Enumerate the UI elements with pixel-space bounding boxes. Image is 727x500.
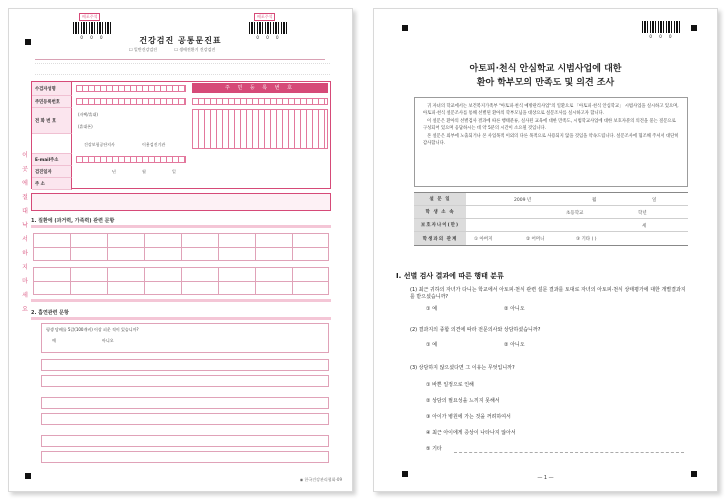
- relation-father[interactable]: ① 아버지: [474, 237, 493, 242]
- fineprint-block: [35, 63, 330, 75]
- info-key: 보호자나이(만): [414, 219, 466, 231]
- label-exam-date: 검진일자: [32, 166, 72, 178]
- phone-mobile-label: (휴대폰): [78, 124, 93, 129]
- question-3: (3) 상담하지 않으셨다면 그 이유는 무엇입니까?: [410, 365, 515, 371]
- info-row-relation: [414, 232, 688, 245]
- q3-option-3[interactable]: ③ 아이가 병원에 가는 것을 꺼려하여서: [426, 414, 511, 420]
- label-phone: 전 화 번 호: [32, 108, 72, 134]
- result-option-a[interactable]: 건강보험공단지사: [84, 142, 115, 147]
- section-bar: [31, 225, 331, 228]
- q2-option-yes[interactable]: ① 예: [426, 342, 437, 348]
- distribution-tag: 배포주석: [254, 13, 275, 21]
- barcode-icon: [642, 21, 682, 33]
- vertical-warning: 이 곳 에 절 대 낙 서 하 지 마 세 요: [22, 152, 28, 313]
- page-health-questionnaire: [8, 8, 353, 492]
- date-day: 일: [172, 169, 176, 174]
- q3-option-2[interactable]: ② 상담의 필요성을 느끼지 못해서: [426, 398, 500, 404]
- smoking-subq-box[interactable]: [41, 435, 329, 447]
- q3-option-4[interactable]: ④ 최근 아이에게 증상이 나타나지 않아서: [426, 430, 516, 436]
- disease-table[interactable]: [33, 233, 329, 261]
- registration-mark: [691, 25, 697, 31]
- form-footer: ◉ 한국건강관리협회-09: [299, 477, 342, 482]
- barcode: [642, 21, 682, 39]
- registration-mark: [25, 473, 31, 479]
- section-bar: [31, 299, 331, 302]
- date-month: 월: [142, 169, 146, 174]
- section-heading: Ⅰ. 선별 검사 결과에 따른 행태 분류: [396, 272, 504, 280]
- info-value[interactable]: 초등학교 학년: [566, 211, 647, 216]
- intro-box: [414, 97, 688, 187]
- section-bar: [31, 317, 331, 320]
- smoking-subq-box[interactable]: [41, 397, 329, 409]
- barcode-number: 0 0 0: [649, 34, 675, 39]
- jumin-input-cells[interactable]: [76, 98, 186, 105]
- divider: [35, 59, 325, 62]
- other-reason-line[interactable]: [454, 452, 684, 453]
- email-input-cells[interactable]: [76, 156, 186, 163]
- jumin-header: 주 민 등 록 번 호: [192, 83, 328, 93]
- personal-info-grid: [31, 81, 331, 189]
- smoking-subq-box[interactable]: [41, 413, 329, 425]
- barcode-icon: [73, 22, 113, 34]
- section-smoking: 2. 흡연관련 문항: [31, 310, 69, 316]
- section-past-history: 1. 질환에 (과거력, 가족력) 관련 문항: [31, 218, 115, 224]
- smoking-question-box: [41, 323, 329, 353]
- info-key: 학생과의 관계: [414, 232, 466, 245]
- intro-paragraph: 귀 자녀의 학교에서는 보건복지가족부 "아토피·천식 예방관리사업"의 일환으로 「아토피·천식 안심학교」 시범사업을 실시하고 있으며, 아토피·천식 설문조사를 통해 선별된 환아의 학부모님을 대상으로 설문조사를 실시하고자 합니다.: [423, 104, 679, 116]
- barcode-number: 0 0 0: [80, 35, 106, 40]
- info-value: [466, 232, 688, 245]
- info-row-guardian-age: [414, 219, 688, 232]
- smoking-subq-box[interactable]: [41, 451, 329, 463]
- jumin-input-cells[interactable]: [192, 98, 328, 105]
- page-atopy-survey: [373, 8, 718, 492]
- notice-box: [31, 193, 331, 211]
- label-blank: [32, 134, 72, 154]
- info-row-date: [414, 193, 688, 206]
- q1-option-yes[interactable]: ① 예: [426, 306, 437, 312]
- label-jumin: 주민등록번호: [32, 96, 72, 108]
- exam-type-lifecycle[interactable]: ☐ 생애전환기 건강검진: [174, 47, 216, 52]
- smoking-no[interactable]: 아니오: [102, 338, 114, 343]
- distribution-tag: 배포주석: [79, 13, 100, 21]
- question-1: (1) 최근 귀하의 자녀가 다니는 학교에서 아토피·천식 관련 설문 결과를 토대로 자녀의 아토피·천식 상태평가에 대한 개별결과지를 받으셨습니까?: [410, 287, 686, 300]
- exam-type-options: [129, 47, 231, 53]
- family-disease-table[interactable]: [33, 267, 329, 295]
- relation-mother[interactable]: ② 어머니: [526, 237, 545, 242]
- phone-home-label: (자택/휴대): [78, 112, 98, 117]
- q2-option-no[interactable]: ② 아니오: [504, 342, 525, 348]
- survey-title-line2: 환아 학부모의 만족도 및 의견 조사: [476, 78, 615, 88]
- barcode-number: 0 0 0: [256, 35, 282, 40]
- survey-title-line1: 아토피·천식 안심학교 시범사업에 대한: [469, 64, 622, 74]
- name-input-cells[interactable]: [76, 85, 186, 92]
- label-email: E-mail주소: [32, 154, 72, 166]
- q3-option-1[interactable]: ① 바쁜 일정으로 인해: [426, 382, 474, 388]
- intro-paragraph: 본 설문은 외부에 노출되거나 본 사업목적 이외의 다른 목적으로 사용되지 않을 것임을 약속드립니다. 설문조사에 협조해 주셔서 대단히 감사합니다.: [423, 134, 679, 146]
- info-row-school: [414, 206, 688, 219]
- info-value[interactable]: 2009 년 월 일: [514, 198, 657, 203]
- form-title: 건강검진 공통문진표: [139, 36, 222, 45]
- date-year: 년: [112, 169, 116, 174]
- registration-mark: [402, 25, 408, 31]
- question-2: (2) 결과지의 종합 의견에 따라 전문의사와 상담하셨습니까?: [410, 327, 541, 333]
- smoking-subq-box[interactable]: [41, 359, 329, 371]
- barcode-icon: [249, 22, 289, 34]
- result-option-b[interactable]: 이용검진기관: [142, 142, 166, 147]
- intro-paragraph: 이 설문은 환아의 선별검사 결과에 따른 행태분류, 실사된 교육에 대한 만족도, 시범학교사업에 대한 보호자분의 의견을 묻는 질문으로 구성되어 있으며 응답하시는 데 약 5분의 시간이 소요될 것입니다.: [423, 119, 676, 131]
- relation-other[interactable]: ③ 기타 ( ): [576, 237, 597, 242]
- smoking-question: 평생 담배를 5갑(100개비) 이상 피운 적이 있습니까?: [46, 327, 139, 332]
- smoking-yes[interactable]: 예: [52, 338, 56, 343]
- label-address: 주 소: [32, 178, 72, 190]
- info-value[interactable]: 세: [642, 224, 647, 229]
- info-key: 학 생 소 속: [414, 206, 466, 218]
- q1-option-no[interactable]: ② 아니오: [504, 306, 525, 312]
- jumin-code-grid[interactable]: [192, 109, 328, 149]
- q3-option-5[interactable]: ⑤ 기타: [426, 446, 442, 452]
- page-number: — 1 —: [537, 475, 554, 481]
- info-key: 설 문 일: [414, 193, 466, 205]
- respondent-info-table: [414, 192, 688, 246]
- label-name: 수검자성명: [32, 82, 72, 96]
- smoking-subq-box[interactable]: [41, 375, 329, 387]
- exam-type-general[interactable]: ☐ 일반건강검진: [129, 47, 158, 52]
